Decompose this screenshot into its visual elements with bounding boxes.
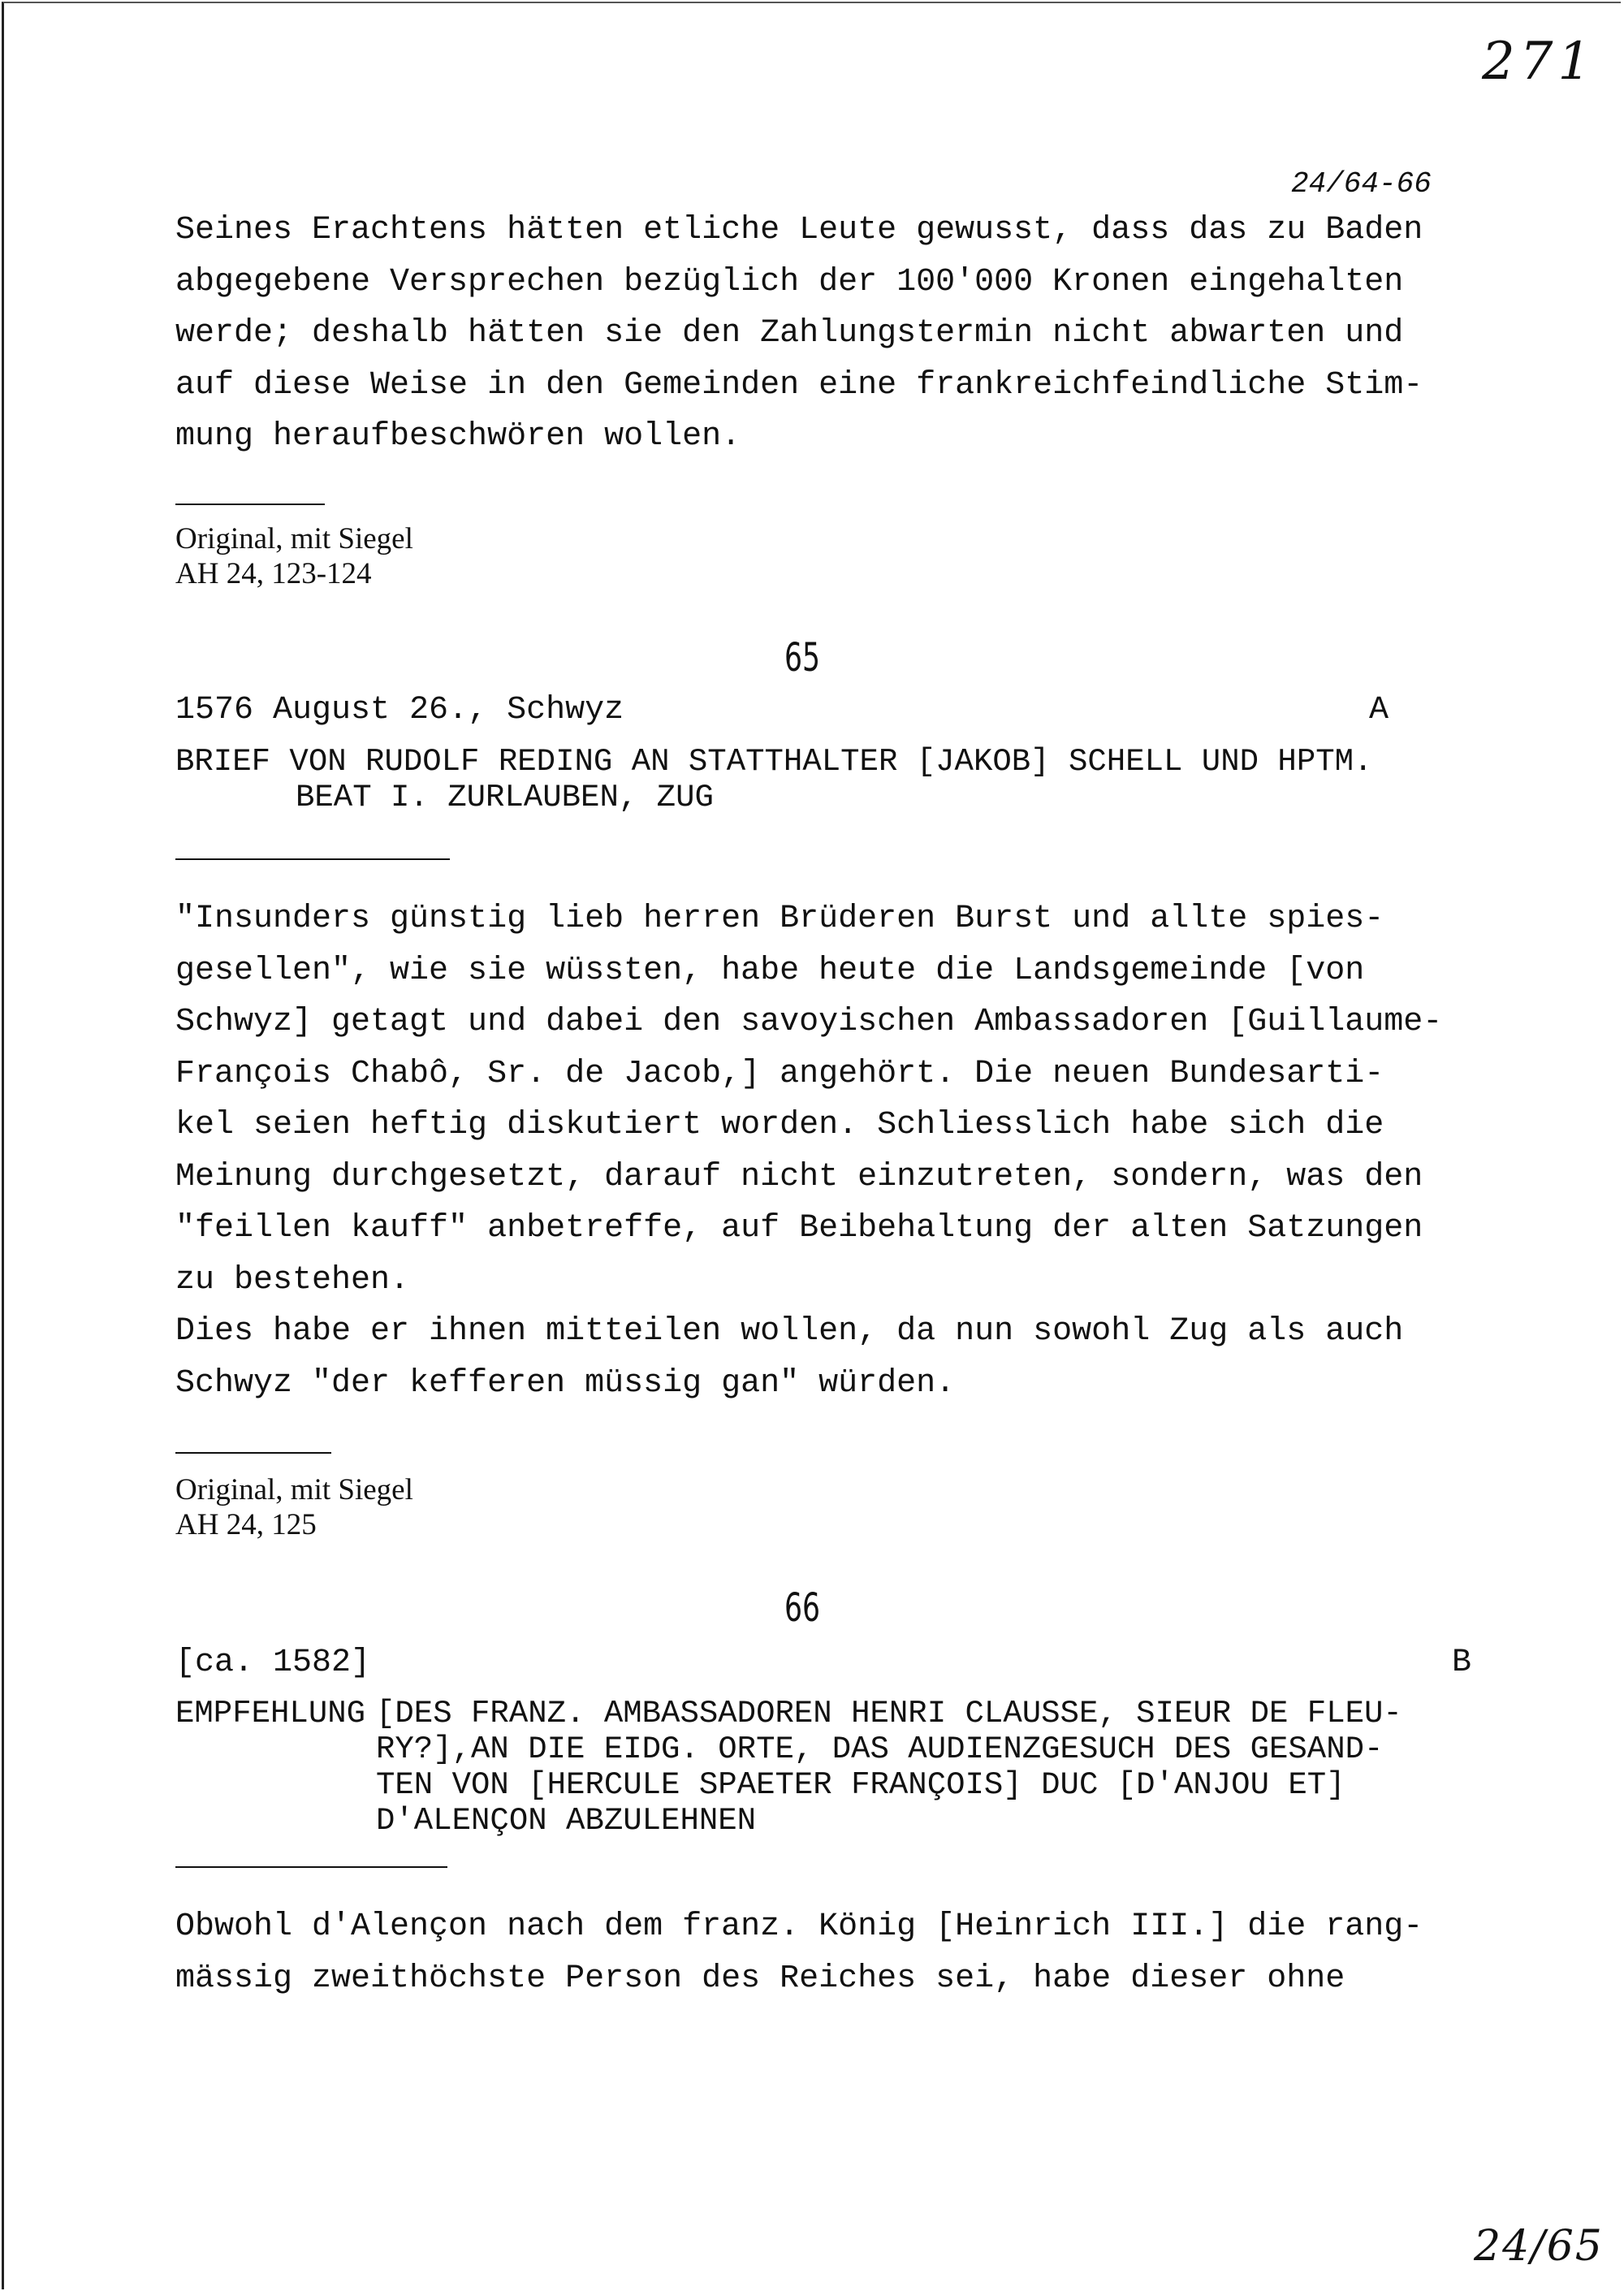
title-line: BEAT I. ZURLAUBEN, ZUG: [296, 780, 714, 815]
divider: [175, 858, 450, 860]
divider: [175, 1866, 447, 1868]
document-category: B: [1452, 1645, 1472, 1681]
document-date: 1576 August 26., Schwyz: [175, 692, 624, 728]
source-note-2: [175, 1472, 413, 1542]
document-date: [ca. 1582]: [175, 1645, 371, 1681]
source-archive: AH 24, 123-124: [175, 557, 372, 590]
document-number-66: 66: [784, 1585, 820, 1631]
text-line: mässig zweithöchste Person des Reiches sei, habe dieser ohne: [175, 1960, 1345, 1997]
text-line: Schwyz] getagt und dabei den savoyischen Ambassadoren [Guillaume-: [175, 1004, 1443, 1040]
source-note-1: [175, 521, 413, 591]
title-line: [DES FRANZ. AMBASSADOREN HENRI CLAUSSE, SIEUR DE FLEU-: [376, 1696, 1402, 1731]
title-line: D'ALENÇON ABZULEHNEN: [376, 1803, 757, 1839]
text-line: auf diese Weise in den Gemeinden eine frankreichfeindliche Stim-: [175, 366, 1423, 404]
text-line: werde; deshalb hätten sie den Zahlungstermin nicht abwarten und: [175, 315, 1404, 352]
title-line: RY?],AN DIE EIDG. ORTE, DAS AUDIENZGESUCH DES GESAND-: [376, 1731, 1384, 1767]
source-type: Original, mit Siegel: [175, 522, 413, 555]
page-reference: 24/64-66: [1291, 167, 1432, 201]
divider: [175, 1452, 331, 1454]
document-text: [175, 1901, 1423, 2004]
text-line: kel seien heftig diskutiert worden. Schliesslich habe sich die: [175, 1107, 1384, 1143]
document-title: [376, 1696, 1402, 1839]
text-line: abgegebene Versprechen bezüglich der 100'000 Kronen eingehalten: [175, 263, 1404, 300]
handwritten-folio-number: 271: [1482, 32, 1596, 92]
text-line: "Insunders günstig lieb herren Brüderen Burst und allte spies-: [175, 901, 1384, 937]
text-line: mung heraufbeschwören wollen.: [175, 418, 741, 455]
source-type: Original, mit Siegel: [175, 1473, 413, 1506]
text-line: Dies habe er ihnen mitteilen wollen, da nun sowohl Zug als auch: [175, 1313, 1404, 1350]
document-category: A: [1369, 692, 1389, 728]
document-text: [175, 893, 1442, 1409]
text-line: Seines Erachtens hätten etliche Leute gewusst, dass das zu Baden: [175, 212, 1423, 249]
text-line: gesellen", wie sie wüssten, habe heute die Landsgemeinde [von: [175, 952, 1365, 989]
paragraph-1: [175, 205, 1423, 463]
divider: [175, 504, 325, 505]
title-line: BRIEF VON RUDOLF REDING AN STATTHALTER [JAKOB] SCHELL UND HPTM.: [175, 744, 1373, 780]
text-line: Schwyz "der kefferen müssig gan" würden.: [175, 1364, 956, 1402]
document-number-65: 65: [784, 635, 820, 681]
document-title-lead: EMPFEHLUNG: [175, 1696, 366, 1731]
text-line: "feillen kauff" anbetreffe, auf Beibehaltung der alten Satzungen: [175, 1210, 1423, 1247]
text-line: François Chabô, Sr. de Jacob,] angehört. Die neuen Bundesarti-: [175, 1055, 1384, 1092]
text-line: Meinung durchgesetzt, darauf nicht einzutreten, sondern, was den: [175, 1158, 1423, 1195]
title-line: TEN VON [HERCULE SPAETER FRANÇOIS] DUC [D'ANJOU ET]: [376, 1767, 1345, 1803]
document-title: [175, 744, 1372, 815]
source-archive: AH 24, 125: [175, 1508, 317, 1541]
text-line: Obwohl d'Alençon nach dem franz. König [Heinrich III.] die rang-: [175, 1908, 1423, 1945]
handwritten-bottom-number: 24/65: [1474, 2222, 1604, 2271]
text-line: zu bestehen.: [175, 1261, 410, 1299]
